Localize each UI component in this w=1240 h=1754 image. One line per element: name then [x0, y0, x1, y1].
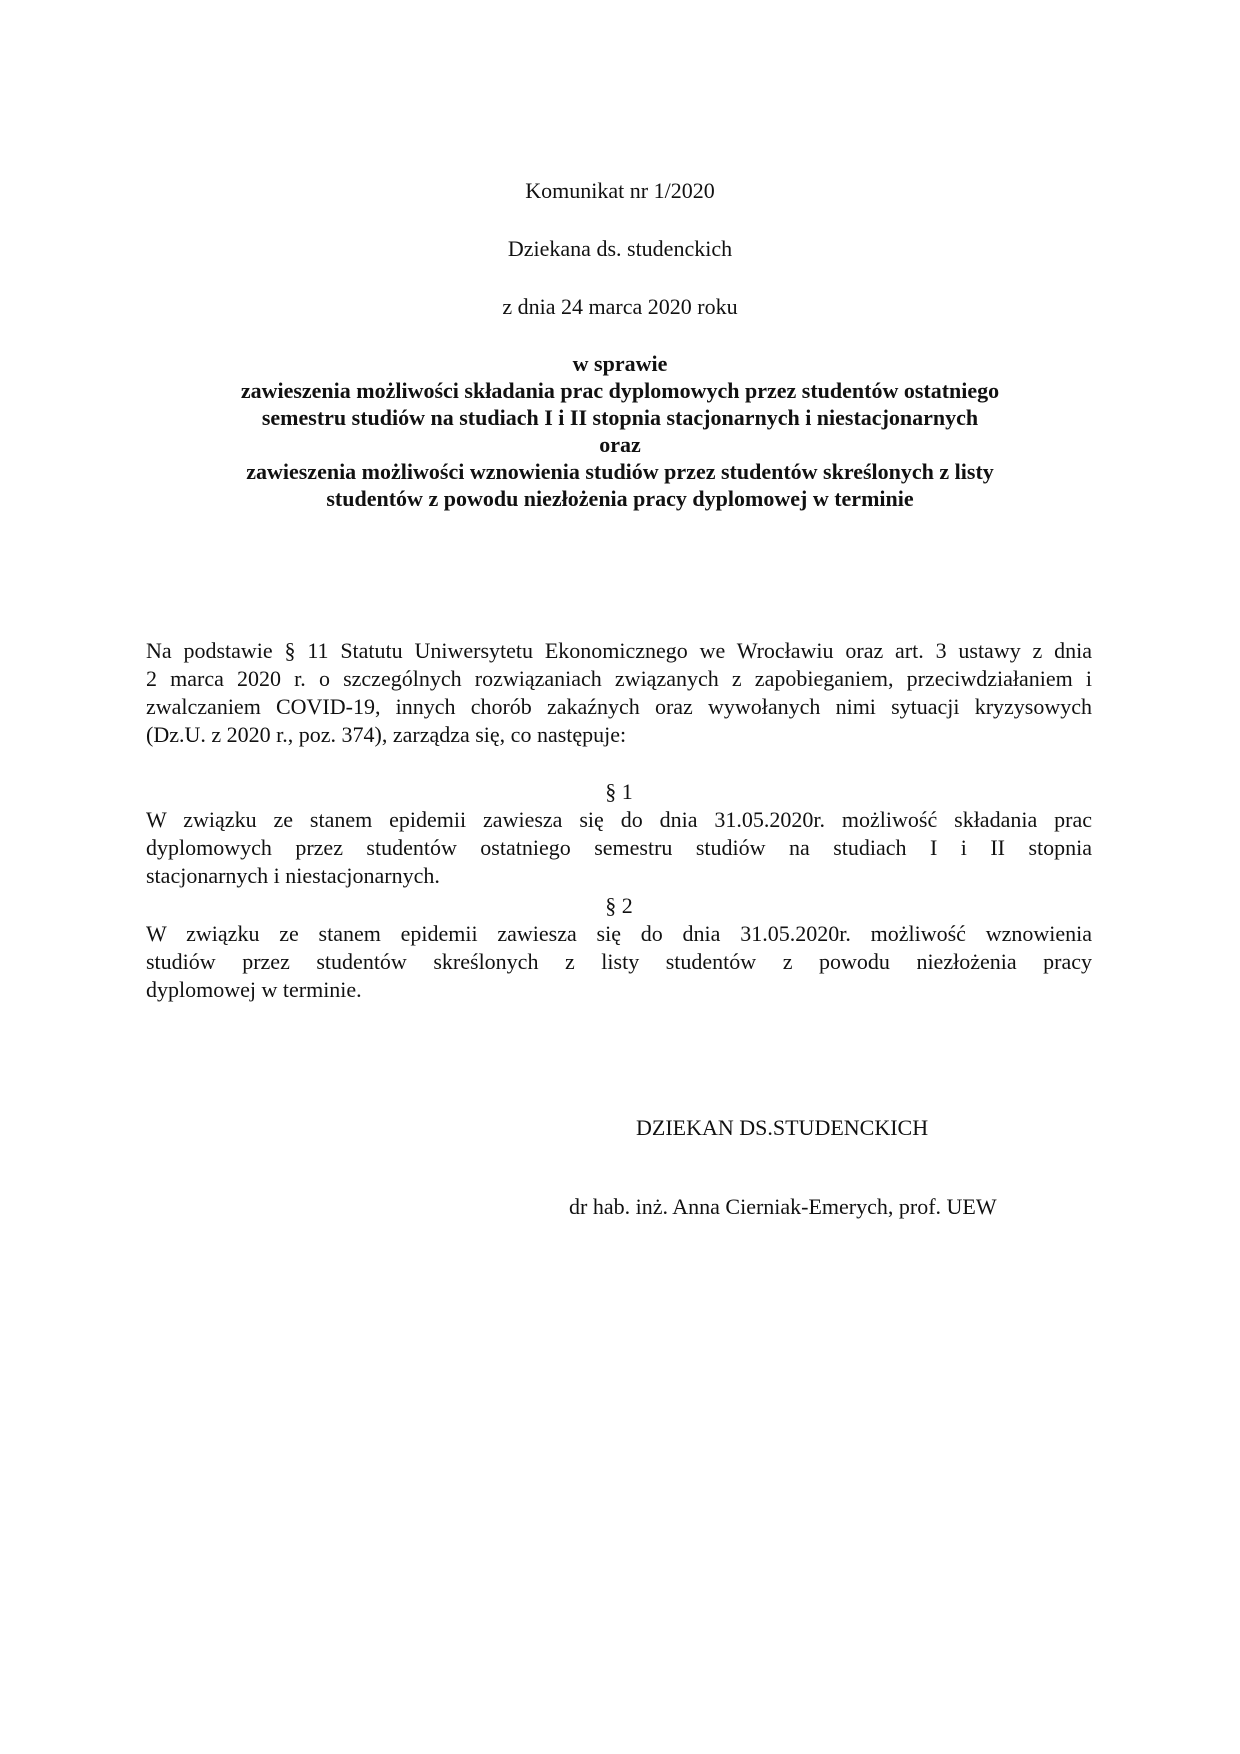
preamble-line: Na podstawie § 11 Statutu Uniwersytetu Ekonomicznego we Wrocławiu oraz art. 3 ustawy z dnia: [146, 638, 1092, 663]
subject-line: zawieszenia możliwości wznowienia studiów przez studentów skreślonych z listy: [246, 459, 994, 484]
section-2-paragraph: [146, 920, 1092, 1004]
subject-line: oraz: [599, 432, 641, 457]
document-date: z dnia 24 marca 2020 roku: [502, 294, 738, 319]
section-1-line: dyplomowych przez studentów ostatniego semestru studiów na studiach I i II stopnia: [146, 835, 1092, 860]
section-2-line: W związku ze stanem epidemii zawiesza się do dnia 31.05.2020r. możliwość wznowienia: [146, 921, 1092, 946]
preamble-line: 2 marca 2020 r. o szczególnych rozwiązaniach związanych z zapobieganiem, przeciwdziałaniem i: [146, 666, 1092, 691]
subject-line: zawieszenia możliwości składania prac dyplomowych przez studentów ostatniego: [240, 378, 1000, 403]
preamble-paragraph: [146, 637, 1092, 749]
preamble-line: (Dz.U. z 2020 r., poz. 374), zarządza się, co następuje:: [146, 722, 627, 747]
subject-line: studentów z powodu niezłożenia pracy dyplomowej w terminie: [326, 486, 914, 511]
section-2-line: dyplomowej w terminie.: [146, 977, 362, 1002]
preamble-line: zwalczaniem COVID-19, innych chorób zakaźnych oraz wywołanych nimi sytuacji kryzysowych: [146, 694, 1092, 719]
document-title: Komunikat nr 1/2020: [525, 178, 715, 203]
document-subject: [0, 350, 1240, 512]
section-1-paragraph: [146, 806, 1092, 890]
signature-name: dr hab. inż. Anna Cierniak-Emerych, prof. UEW: [569, 1194, 997, 1219]
subject-line: semestru studiów na studiach I i II stopnia stacjonarnych i niestacjonarnych: [261, 405, 979, 430]
section-1-line: W związku ze stanem epidemii zawiesza się do dnia 31.05.2020r. możliwość składania prac: [146, 807, 1092, 832]
document-issuer: Dziekana ds. studenckich: [507, 236, 733, 261]
signature-role: DZIEKAN DS.STUDENCKICH: [636, 1115, 929, 1140]
section-2-mark: § 2: [605, 893, 633, 918]
section-1-mark: § 1: [605, 779, 633, 804]
subject-line: w sprawie: [572, 351, 668, 376]
section-1-line: stacjonarnych i niestacjonarnych.: [146, 863, 440, 888]
section-2-line: studiów przez studentów skreślonych z listy studentów z powodu niezłożenia pracy: [146, 949, 1092, 974]
